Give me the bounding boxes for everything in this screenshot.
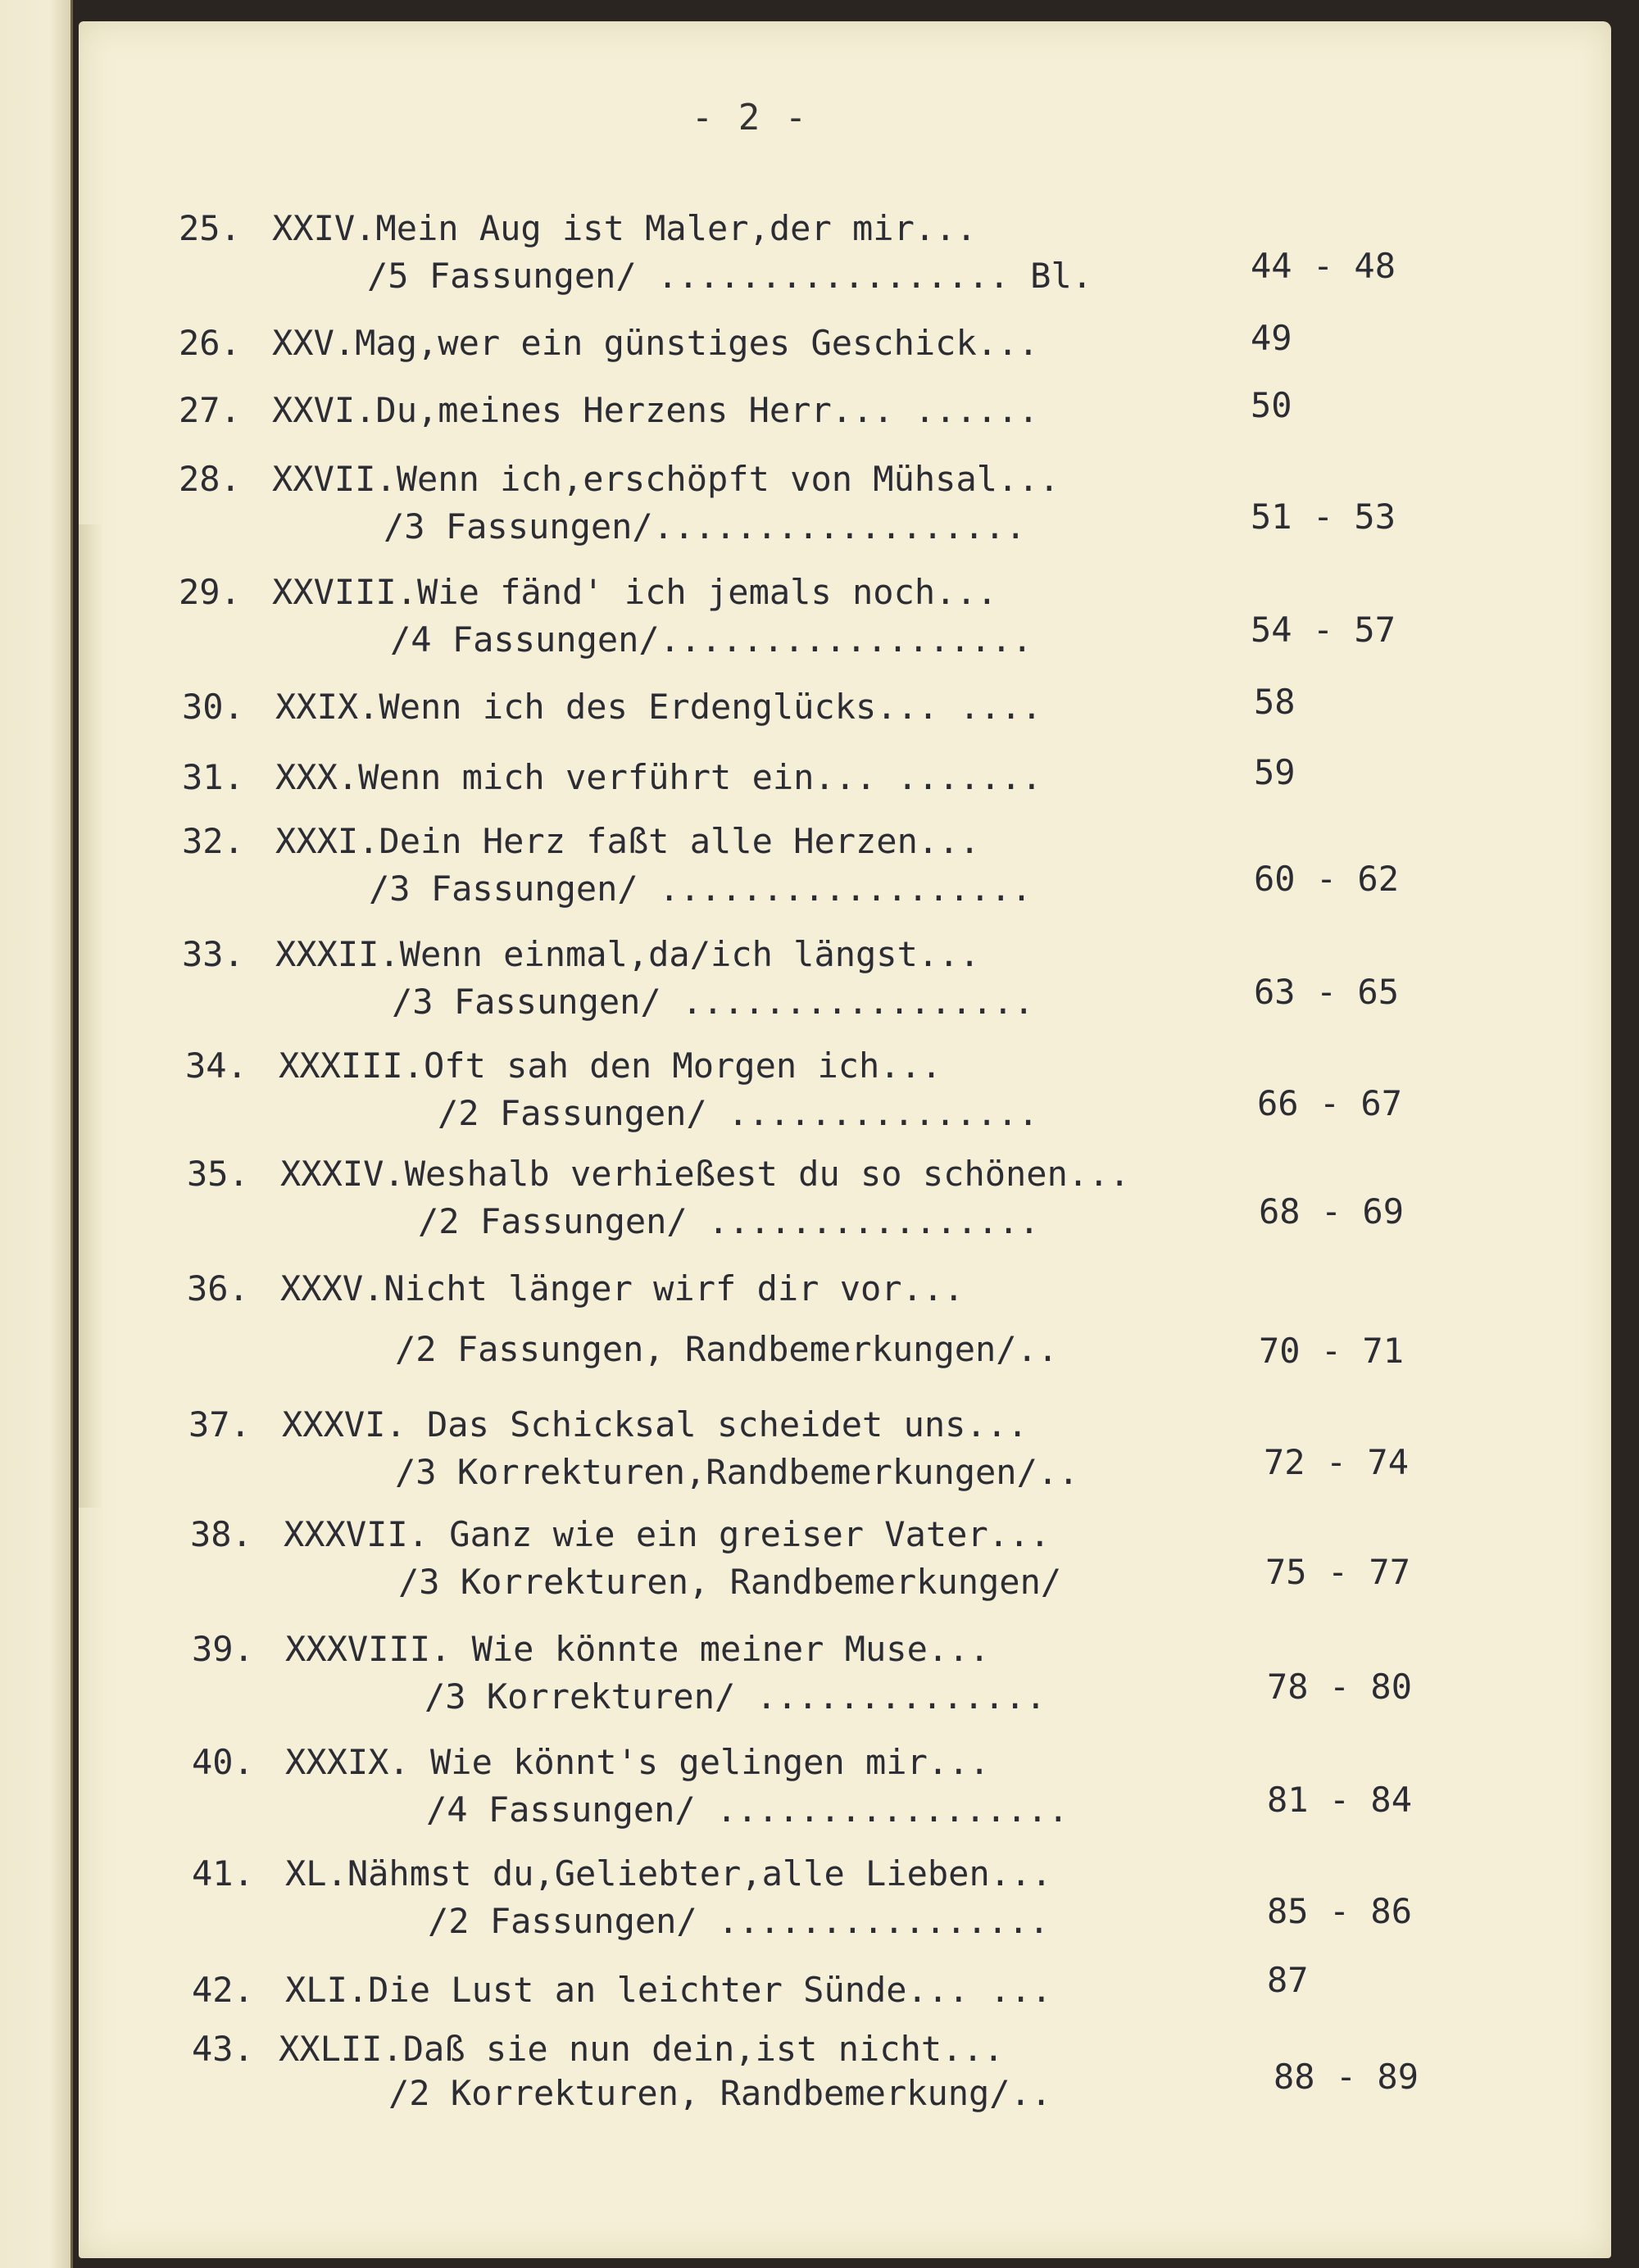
entry-title: XXXVI. Das Schicksal scheidet uns... xyxy=(282,1404,1028,1445)
entry-title: XXXII.Wenn einmal,da/ich längst... xyxy=(275,934,980,974)
entry-subtitle: /3 Korrekturen,Randbemerkungen/.. xyxy=(395,1452,1079,1492)
entry-title: XXVIII.Wie fänd' ich jemals noch... xyxy=(272,572,998,612)
entry-pages: 44 - 48 xyxy=(1251,246,1396,286)
entry-pages: 58 xyxy=(1254,682,1296,722)
entry-number: 43. xyxy=(192,2029,254,2069)
entry-pages: 68 - 69 xyxy=(1259,1191,1405,1232)
entry-pages: 54 - 57 xyxy=(1251,610,1396,650)
entry-subtitle: /3 Fassungen/.................. xyxy=(384,506,1026,547)
entry-pages: 49 xyxy=(1251,318,1292,358)
entry-number: 37. xyxy=(188,1404,251,1445)
entry-number: 29. xyxy=(179,572,241,612)
entry-pages: 70 - 71 xyxy=(1259,1331,1405,1371)
entry-pages: 51 - 53 xyxy=(1251,497,1396,537)
entry-title: XXXIII.Oft sah den Morgen ich... xyxy=(279,1046,942,1086)
entry-pages: 81 - 84 xyxy=(1267,1780,1413,1820)
entry-subtitle: /5 Fassungen/ ................. Bl. xyxy=(367,256,1093,296)
entry-pages: 85 - 86 xyxy=(1267,1891,1413,1931)
entry-title: XXLII.Daß sie nun dein,ist nicht... xyxy=(279,2029,1005,2069)
entry-number: 39. xyxy=(192,1629,254,1669)
entry-title: XXXI.Dein Herz faßt alle Herzen... xyxy=(275,821,980,861)
entry-subtitle: /3 Korrekturen, Randbemerkungen/ xyxy=(398,1562,1062,1602)
entry-title: XXXIV.Weshalb verhießest du so schönen... xyxy=(280,1154,1130,1194)
entry-subtitle: /2 Fassungen, Randbemerkungen/.. xyxy=(395,1329,1059,1369)
entry-subtitle: /4 Fassungen/ ................. xyxy=(426,1789,1069,1830)
entry-pages: 63 - 65 xyxy=(1254,972,1400,1012)
entry-title: XLI.Die Lust an leichter Sünde... ... xyxy=(285,1970,1052,2010)
entry-pages: 59 xyxy=(1254,752,1296,792)
entry-title: XXIV.Mein Aug ist Maler,der mir... xyxy=(272,208,977,248)
book-binding-edge xyxy=(0,0,73,2268)
entry-pages: 72 - 74 xyxy=(1264,1442,1410,1482)
entry-subtitle: /2 Fassungen/ ................ xyxy=(428,1901,1050,1941)
entry-subtitle: /2 Fassungen/ ................ xyxy=(418,1201,1040,1241)
entry-number: 34. xyxy=(185,1046,247,1086)
entry-number: 26. xyxy=(179,323,241,363)
entry-number: 35. xyxy=(187,1154,249,1194)
entry-title: XXV.Mag,wer ein günstiges Geschick... xyxy=(272,323,1039,363)
entry-number: 25. xyxy=(179,208,241,248)
entry-subtitle: /4 Fassungen/.................. xyxy=(390,619,1033,660)
entry-subtitle: /3 Korrekturen/ .............. xyxy=(425,1676,1047,1717)
entry-number: 36. xyxy=(187,1268,249,1309)
entry-title: XXXVII. Ganz wie ein greiser Vater... xyxy=(284,1514,1051,1554)
entry-number: 30. xyxy=(182,687,244,727)
entry-number: 42. xyxy=(192,1970,254,2010)
entry-pages: 60 - 62 xyxy=(1254,859,1400,899)
entry-pages: 87 xyxy=(1267,1960,1309,2000)
page-crease xyxy=(79,524,103,1508)
entry-title: XXXVIII. Wie könnte meiner Muse... xyxy=(285,1629,990,1669)
entry-number: 32. xyxy=(182,821,244,861)
entry-number: 41. xyxy=(192,1853,254,1894)
entry-title: XXVII.Wenn ich,erschöpft von Mühsal... xyxy=(272,459,1060,499)
entry-subtitle: /3 Fassungen/ .................. xyxy=(369,869,1033,909)
entry-number: 31. xyxy=(182,757,244,797)
entry-title: XXXV.Nicht länger wirf dir vor... xyxy=(280,1268,965,1309)
entry-subtitle: /2 Korrekturen, Randbemerkung/.. xyxy=(388,2073,1052,2113)
entry-number: 27. xyxy=(179,390,241,430)
entry-number: 33. xyxy=(182,934,244,974)
entry-number: 40. xyxy=(192,1742,254,1782)
entry-number: 28. xyxy=(179,459,241,499)
entry-subtitle: /2 Fassungen/ ............... xyxy=(438,1093,1039,1133)
entry-title: XXIX.Wenn ich des Erdenglücks... .... xyxy=(275,687,1042,727)
entry-subtitle: /3 Fassungen/ ................. xyxy=(392,982,1034,1022)
entry-title: XXXIX. Wie könnt's gelingen mir... xyxy=(285,1742,990,1782)
toc-entry xyxy=(192,2029,1419,2229)
entry-pages: 50 xyxy=(1251,385,1292,425)
entry-pages: 75 - 77 xyxy=(1265,1552,1411,1592)
entry-pages: 66 - 67 xyxy=(1257,1083,1403,1123)
entry-title: XXVI.Du,meines Herzens Herr... ...... xyxy=(272,390,1039,430)
entry-number: 38. xyxy=(190,1514,252,1554)
entry-title: XL.Nähmst du,Geliebter,alle Lieben... xyxy=(285,1853,1052,1894)
entry-pages: 78 - 80 xyxy=(1267,1667,1413,1707)
page-number: - 2 - xyxy=(691,97,809,138)
entry-title: XXX.Wenn mich verführt ein... ....... xyxy=(275,757,1042,797)
entry-pages: 88 - 89 xyxy=(1274,2057,1419,2097)
